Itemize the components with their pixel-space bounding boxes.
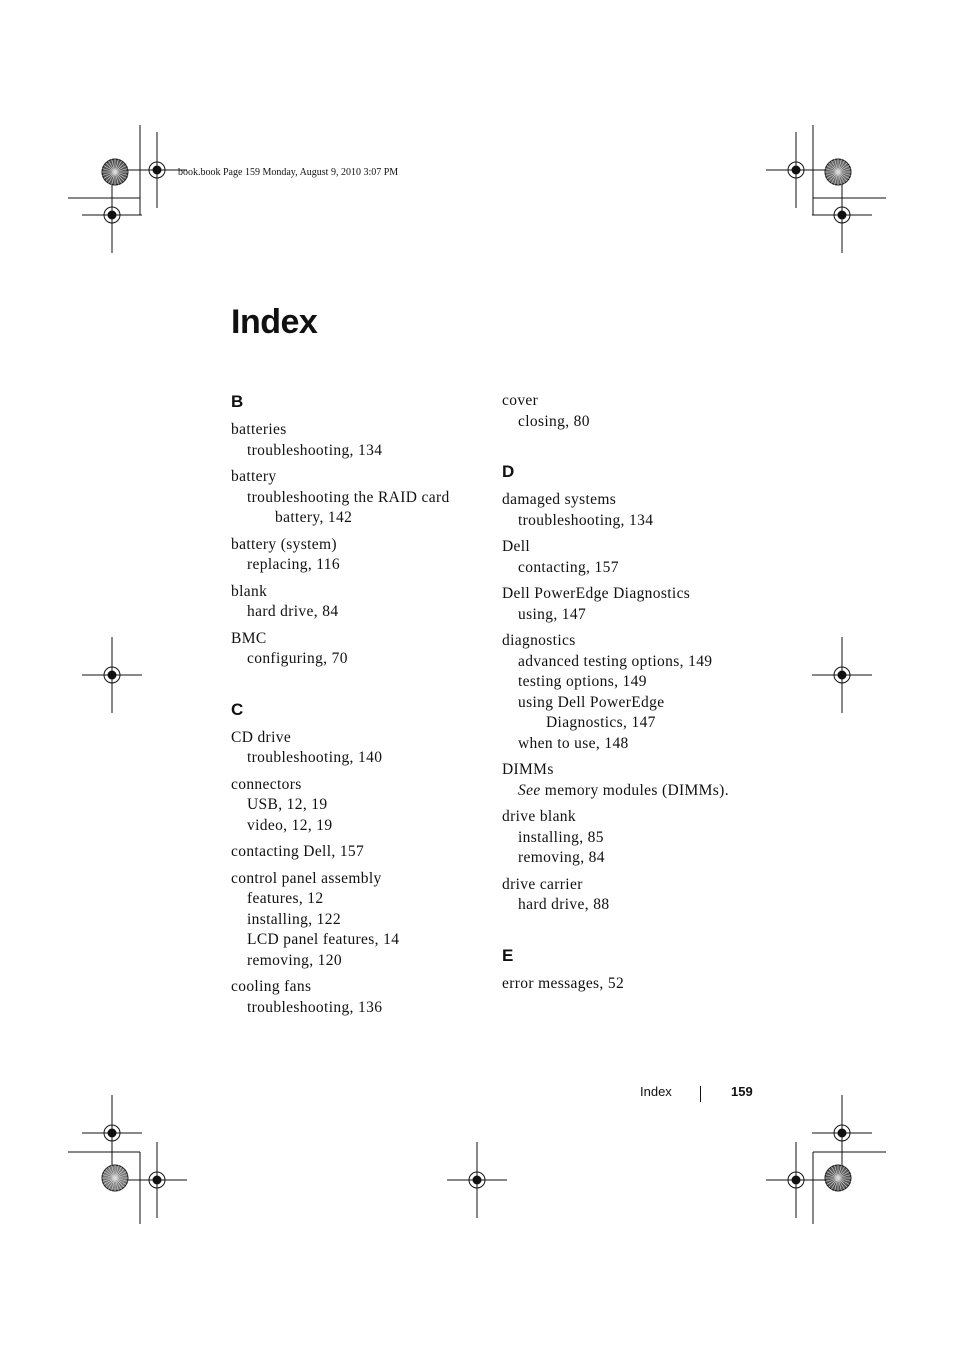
- index-term: BMC: [231, 629, 267, 647]
- index-term: damaged systems: [502, 491, 617, 508]
- index-entry: [231, 467, 481, 529]
- index-subentry: troubleshooting, 136: [247, 998, 383, 1016]
- index-subentry: configuring, 70: [247, 650, 348, 667]
- index-term: contacting Dell, 157: [231, 843, 365, 860]
- index-cross-reference: [502, 781, 752, 802]
- index-term: DIMMs: [502, 761, 554, 778]
- index-entry: [231, 629, 481, 670]
- see-target: memory modules (DIMMs).: [540, 781, 729, 799]
- index-entry: [231, 977, 481, 1018]
- index-entry: [231, 535, 481, 576]
- index-term: connectors: [231, 775, 302, 793]
- index-subentry: removing, 84: [518, 849, 605, 866]
- index-term: control panel assembly: [231, 869, 382, 887]
- index-subentry: using Dell PowerEdge: [518, 693, 665, 711]
- index-term: cooling fans: [231, 978, 312, 995]
- index-column-right: [502, 391, 752, 1000]
- registration-mark-icon: [82, 1095, 142, 1171]
- color-bar-disc-icon: [825, 1165, 851, 1191]
- index-entry: [502, 974, 752, 995]
- index-subentry: troubleshooting, 134: [247, 441, 383, 459]
- index-subentry: USB, 12, 19: [247, 796, 328, 813]
- index-subentry: using, 147: [518, 605, 587, 623]
- index-subentry: troubleshooting, 134: [518, 511, 654, 529]
- index-column-left: [231, 391, 481, 1024]
- section-letter: D: [502, 462, 515, 481]
- index-term: drive blank: [502, 808, 577, 825]
- index-subentry: hard drive, 88: [518, 896, 610, 913]
- index-entry: [502, 490, 752, 531]
- section-letter: B: [231, 392, 244, 411]
- registration-mark-icon: [447, 1142, 507, 1218]
- index-term: CD drive: [231, 728, 292, 746]
- index-subentry: troubleshooting, 140: [247, 749, 383, 766]
- index-entry: [231, 728, 481, 769]
- index-term: Dell: [502, 538, 531, 555]
- color-bar-disc-icon: [102, 1165, 128, 1191]
- color-bar-disc-icon: [102, 159, 128, 185]
- index-subentry: testing options, 149: [518, 673, 647, 690]
- index-subentry-continuation: Diagnostics, 147: [546, 714, 656, 731]
- index-subentry: closing, 80: [518, 412, 590, 430]
- index-term: error messages, 52: [502, 974, 625, 992]
- index-entry: [231, 869, 481, 972]
- index-entry: [502, 584, 752, 625]
- section-letter: E: [502, 945, 514, 965]
- registration-mark-icon: [82, 637, 142, 713]
- index-term: cover: [502, 392, 539, 409]
- index-subentry: advanced testing options, 149: [518, 652, 713, 670]
- index-subentry: replacing, 116: [247, 556, 340, 573]
- index-entry: [502, 631, 752, 754]
- footer-section-label: Index: [640, 1084, 672, 1099]
- index-entry: [502, 807, 752, 869]
- registration-mark-icon: [127, 1142, 187, 1218]
- section-letter: C: [231, 699, 244, 719]
- registration-mark-icon: [812, 637, 872, 713]
- registration-mark-icon: [82, 177, 142, 253]
- index-entry: [231, 582, 481, 623]
- index-section-d: [502, 461, 752, 916]
- page-title: Index: [231, 303, 318, 341]
- see-label: See: [518, 781, 541, 799]
- registration-mark-icon: [766, 132, 826, 208]
- registration-mark-icon: [812, 1095, 872, 1171]
- index-subentry-continuation: battery, 142: [275, 509, 353, 526]
- index-term: drive carrier: [502, 875, 583, 893]
- footer-divider: [700, 1086, 701, 1102]
- index-entry: [231, 420, 481, 461]
- index-subentry: when to use, 148: [518, 734, 629, 752]
- index-entry: [231, 842, 481, 863]
- color-bar-disc-icon: [825, 159, 851, 185]
- index-subentry: hard drive, 84: [247, 603, 339, 620]
- index-term: battery: [231, 468, 277, 485]
- index-subentry: removing, 120: [247, 951, 342, 969]
- page-number: 159: [731, 1084, 753, 1099]
- print-slug: book.book Page 159 Monday, August 9, 2010 3:07 PM: [178, 167, 399, 178]
- registration-mark-icon: [812, 177, 872, 253]
- index-subentry: troubleshooting the RAID card: [247, 488, 450, 506]
- index-subentry: features, 12: [247, 890, 324, 907]
- index-term: diagnostics: [502, 632, 576, 649]
- index-term: Dell PowerEdge Diagnostics: [502, 585, 691, 602]
- registration-mark-icon: [766, 1142, 826, 1218]
- index-section-c: [231, 699, 481, 1019]
- index-subentry: installing, 85: [518, 828, 604, 846]
- index-subentry: LCD panel features, 14: [247, 931, 400, 948]
- index-section-e: [502, 945, 752, 995]
- index-term: battery (system): [231, 535, 337, 553]
- index-subentry: installing, 122: [247, 910, 341, 928]
- index-entry: [502, 760, 752, 801]
- index-entry: [502, 537, 752, 578]
- index-entry: [502, 391, 752, 432]
- index-entry: [231, 775, 481, 837]
- index-term: blank: [231, 582, 268, 600]
- index-subentry: contacting, 157: [518, 558, 619, 576]
- index-term: batteries: [231, 421, 287, 438]
- index-subentry: video, 12, 19: [247, 816, 333, 834]
- index-entry: [502, 875, 752, 916]
- index-section-b: [231, 391, 481, 670]
